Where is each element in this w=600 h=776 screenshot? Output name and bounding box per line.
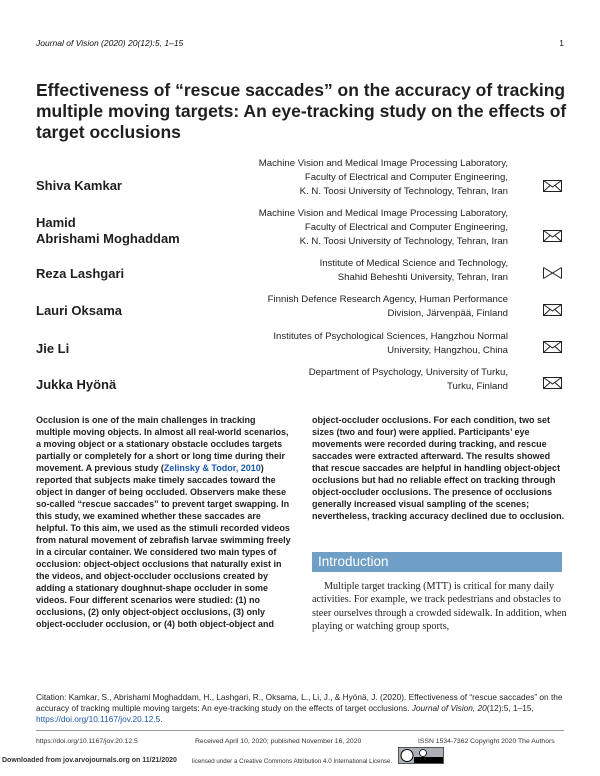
mail-icon[interactable] (543, 267, 562, 279)
page-number: 1 (559, 38, 564, 48)
author-name: Jukka Hyönä (36, 377, 117, 392)
abstract-right-column: object-occluder occlusions. For each condition, two set sizes (two and four) were applied. Participants’ eye movements were recorded during tracking, and rescue saccades were extracted afterward. The results showed that rescue saccades are helpful in handling object-object occlusions but had no reliable effect on tracking through object-occluder occlusions. The presence of occlusions generally increased visual sampling of the scenes; nevertheless, tracking accuracy declined due to occlusion. (312, 415, 565, 521)
reference-link[interactable]: Zelinsky & Todor, 2010 (163, 463, 261, 473)
journal-header: Journal of Vision (2020) 20(12):5, 1–15 (36, 38, 184, 48)
mail-icon[interactable] (543, 180, 562, 192)
download-watermark: Downloaded from jov.arvojournals.org on 11/21/2020 (2, 757, 177, 764)
section-heading: Introduction (312, 552, 562, 572)
doi-link[interactable]: https://doi.org/10.1167/jov.20.12.5 (36, 714, 161, 724)
footer-issn: ISSN 1534-7362 Copyright 2020 The Authors (418, 738, 555, 745)
citation: Citation: Kamkar, S., Abrishami Moghaddam, H., Lashgari, R., Oksama, L., Li, J., & Hyönä, J. (2020). Effectiveness of “rescue saccades” on the accuracy of tracking multiple moving targets: An eye-tracking study on the effects of target occlusions. Journal of Vision, 20(12):5, 1–15, https://doi.org/10.1167/jov.20.12.5. (36, 692, 563, 724)
mail-icon[interactable] (543, 377, 562, 389)
footer-dates: Received April 10, 2020; published November 16, 2020 (195, 738, 362, 745)
author-name: Shiva Kamkar (36, 178, 122, 193)
author-name: Lauri Oksama (36, 303, 122, 318)
author-affiliation: Finnish Defence Research Agency, Human Performance Division, Järvenpää, Finland (267, 294, 508, 320)
author-affiliation: Machine Vision and Medical Image Processing Laboratory, Faculty of Electrical and Computer Engineering, K. N. Toosi University of Technology, Tehran, Iran (258, 208, 508, 248)
mail-icon[interactable] (543, 230, 562, 242)
author-affiliation: Institutes of Psychological Sciences, Hangzhou Normal University, Hangzhou, China (273, 331, 508, 357)
author-affiliation: Institute of Medical Science and Technology, Shahid Beheshti University, Tehran, Iran (319, 258, 508, 284)
author-name: Jie Li (36, 341, 70, 356)
footer-divider (36, 730, 564, 731)
paper-title: Effectiveness of “rescue saccades” on the accuracy of tracking multiple moving targets: An eye-tracking study on the effects of target occlusions (36, 80, 567, 142)
mail-icon[interactable] (543, 341, 562, 353)
license-text: licensed under a Creative Commons Attribution 4.0 International License. (192, 758, 393, 765)
cc-by-badge-icon[interactable] (398, 747, 444, 764)
abstract-left-column: Occlusion is one of the main challenges in tracking multiple moving objects. In almost all real-world scenarios, a moving object or a stationary obstacle occludes targets partially or completely for a short or long time during their movement. A previous study (Zelinsky & Todor, 2010) reported that subjects make timely saccades toward the object in danger of being occluded. Observers make these so-called “rescue saccades” to prevent target swapping. In this study, we examined whether these saccades are helpful. To this aim, we used as the stimuli recorded videos from natural movement of zebrafish larvae swimming freely in a circular container. We considered two main types of occlusion: object-object occlusions that naturally exist in the videos, and object-occluder occlusions created by adding a stationary doughnut-shape occluder in some videos. Four different scenarios were studied: (1) no occlusions, (2) only object-object occlusions, (3) only object-occluder occlusion, or (4) both object-object and (36, 415, 291, 629)
author-name: Reza Lashgari (36, 266, 125, 281)
author-affiliation: Department of Psychology, University of Turku, Turku, Finland (308, 367, 508, 393)
introduction-text: Multiple target tracking (MTT) is critical for many daily activities. For example, we track pedestrians and obstacles to steer ourselves through a crowded sidewalk. In addition, when playing or watching group sports, (312, 581, 567, 632)
footer-doi[interactable]: https://doi.org/10.1167/jov.20.12.5 (36, 738, 138, 745)
mail-icon[interactable] (543, 304, 562, 316)
author-name: Hamid Abrishami Moghaddam (36, 215, 180, 246)
author-affiliation: Machine Vision and Medical Image Processing Laboratory, Faculty of Electrical and Computer Engineering, K. N. Toosi University of Technology, Tehran, Iran (258, 158, 508, 198)
